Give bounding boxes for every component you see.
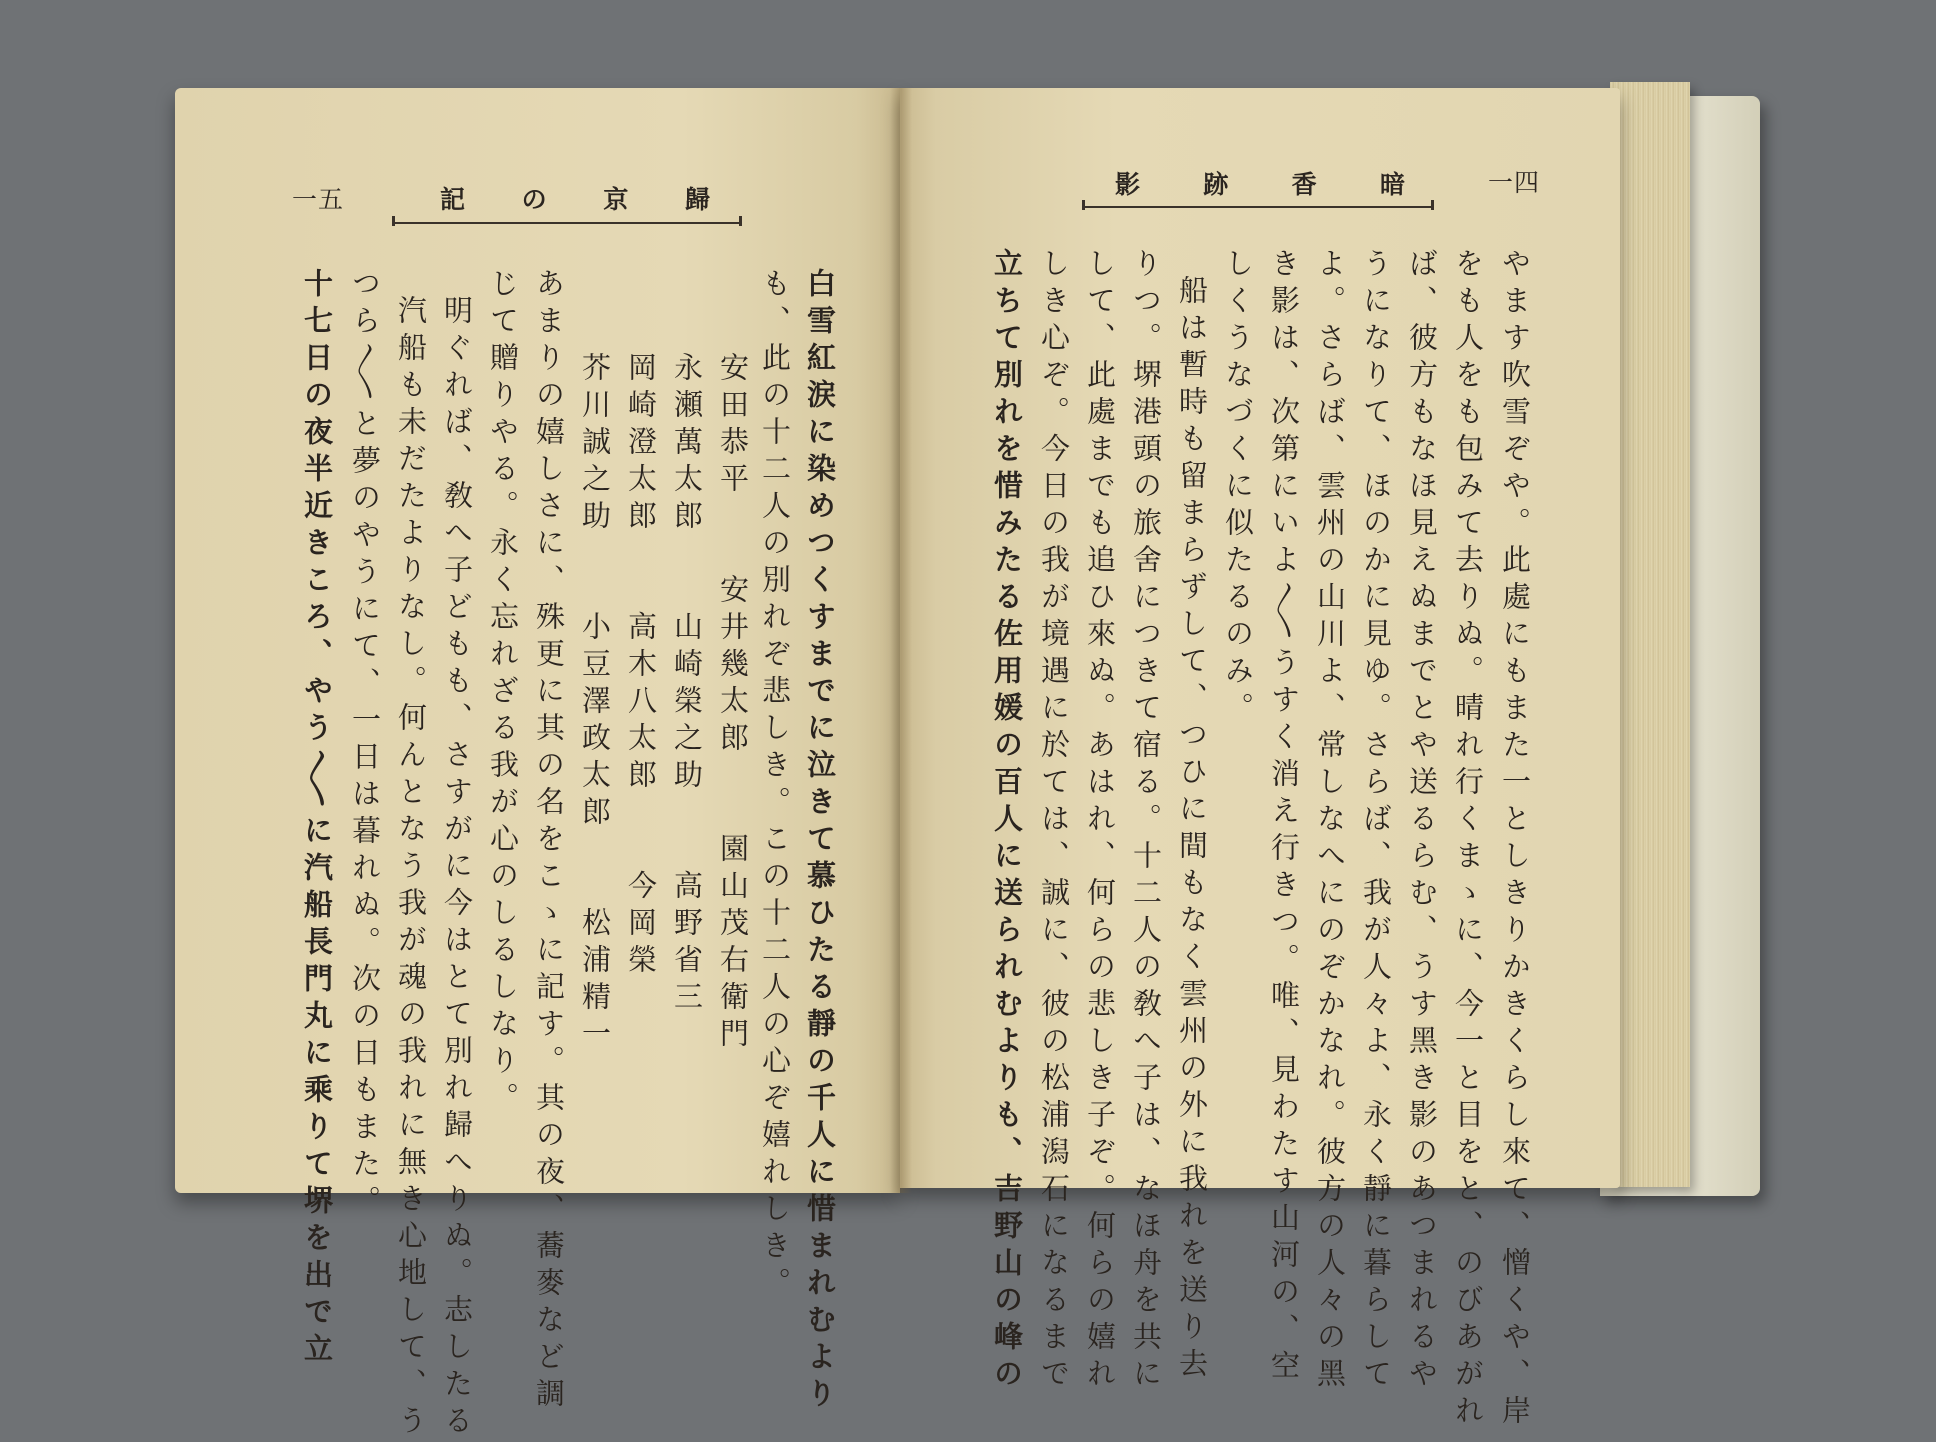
left-text-column: 芥川誠之助 小豆澤政太郎 松浦精一 xyxy=(578,352,612,1055)
book-gutter xyxy=(890,88,912,1193)
left-text-column: 岡崎澄太郎 高木八太郎 今岡榮 xyxy=(624,352,658,981)
right-text-column: しき心ぞ。今日の我が境遇に於ては、誠に、彼の松浦潟石になるまで xyxy=(1037,248,1071,1395)
right-title-char: 暗 xyxy=(1379,170,1405,199)
right-text-column: りつ。堺港頭の旅舍につきて宿る。十二人の敎へ子は、なほ舟を共に xyxy=(1129,248,1163,1395)
left-text-column: 十七日の夜半近きころ、やう〳〵に汽船長門丸に乘りて堺を出で立 xyxy=(300,268,334,1370)
left-text-column: 永瀬萬太郎 山崎榮之助 高野省三 xyxy=(670,352,704,1018)
left-running-title xyxy=(440,180,710,216)
left-text-column: も、此の十二人の別れぞ悲しき。この十二人の心ぞ嬉れしき。 xyxy=(758,268,792,1304)
left-title-char: の xyxy=(521,185,547,214)
right-text-column: やます吹雪ぞや。此處にもまた一としきりかきくらし來て、憎くや、岸 xyxy=(1498,248,1532,1432)
page-block-edge xyxy=(1610,82,1690,1187)
left-title-char: 歸 xyxy=(684,185,710,214)
left-page-number: 一五 xyxy=(292,185,345,214)
left-text-column: あまりの嬉しさに、殊更に其の名をこゝに記す。其の夜、蕎麥など調 xyxy=(532,268,566,1415)
right-running-title xyxy=(1115,165,1405,201)
right-title-char: 香 xyxy=(1291,170,1317,199)
right-text-column: うになりて、ほのかに見ゆ。さらば、我が人々よ、永く靜に暮らして xyxy=(1359,248,1393,1395)
left-text-column: じて贈りやる。永く忘れざる我が心のしるしなり。 xyxy=(486,268,520,1119)
left-text-column: 明ぐれば、敎へ子どもも、さすがに今はとて別れ歸へりぬ。志したる xyxy=(440,295,474,1442)
right-text-column: き影は、次第にいよ〳〵うすく消え行きつ。唯、見わたす山河の、空 xyxy=(1267,248,1301,1387)
left-title-char: 京 xyxy=(603,185,629,214)
right-title-char: 影 xyxy=(1115,170,1141,199)
right-text-column: をも人をも包みて去りぬ。晴れ行くまゝに、今一と目をと、のびあがれ xyxy=(1451,248,1485,1432)
left-text-column: 安田恭平 安井幾太郎 園山茂右衛門 xyxy=(716,352,750,1055)
left-header-rule xyxy=(392,222,742,224)
right-text-column: 立ちて別れを惜みたる佐用媛の百人に送られむよりも、吉野山の峰の xyxy=(990,248,1024,1395)
left-title-char: 記 xyxy=(440,185,466,214)
right-text-column: よ。さらば、雲州の山川よ、常しなへにのぞかなれ。彼方の人々の黑 xyxy=(1313,248,1347,1395)
right-text-column: ば、彼方もなほ見えぬまでとや送るらむ、うす黑き影のあつまれるや xyxy=(1405,248,1439,1395)
right-header-rule xyxy=(1082,206,1434,208)
right-page-number: 一四 xyxy=(1488,168,1541,197)
left-text-column: 汽船も未だたよりなし。何んとなう我が魂の我れに無き心地して、う xyxy=(394,295,428,1442)
right-text-column: しくうなづくに似たるのみ。 xyxy=(1221,248,1255,729)
right-text-column: 船は暫時も留まらずして、つひに間もなく雲州の外に我れを送り去 xyxy=(1175,275,1209,1385)
right-title-char: 跡 xyxy=(1203,170,1229,199)
left-text-column: 白雪紅涙に染めつくすまでに泣きて慕ひたる靜の千人に惜まれむより xyxy=(803,268,837,1415)
left-text-column: つら〳〵と夢のやうにて、一日は暮れぬ。次の日もまた。 xyxy=(348,268,382,1222)
right-text-column: して、此處までも追ひ來ぬ。あはれ、何らの悲しき子ぞ。何らの嬉れ xyxy=(1083,248,1117,1395)
